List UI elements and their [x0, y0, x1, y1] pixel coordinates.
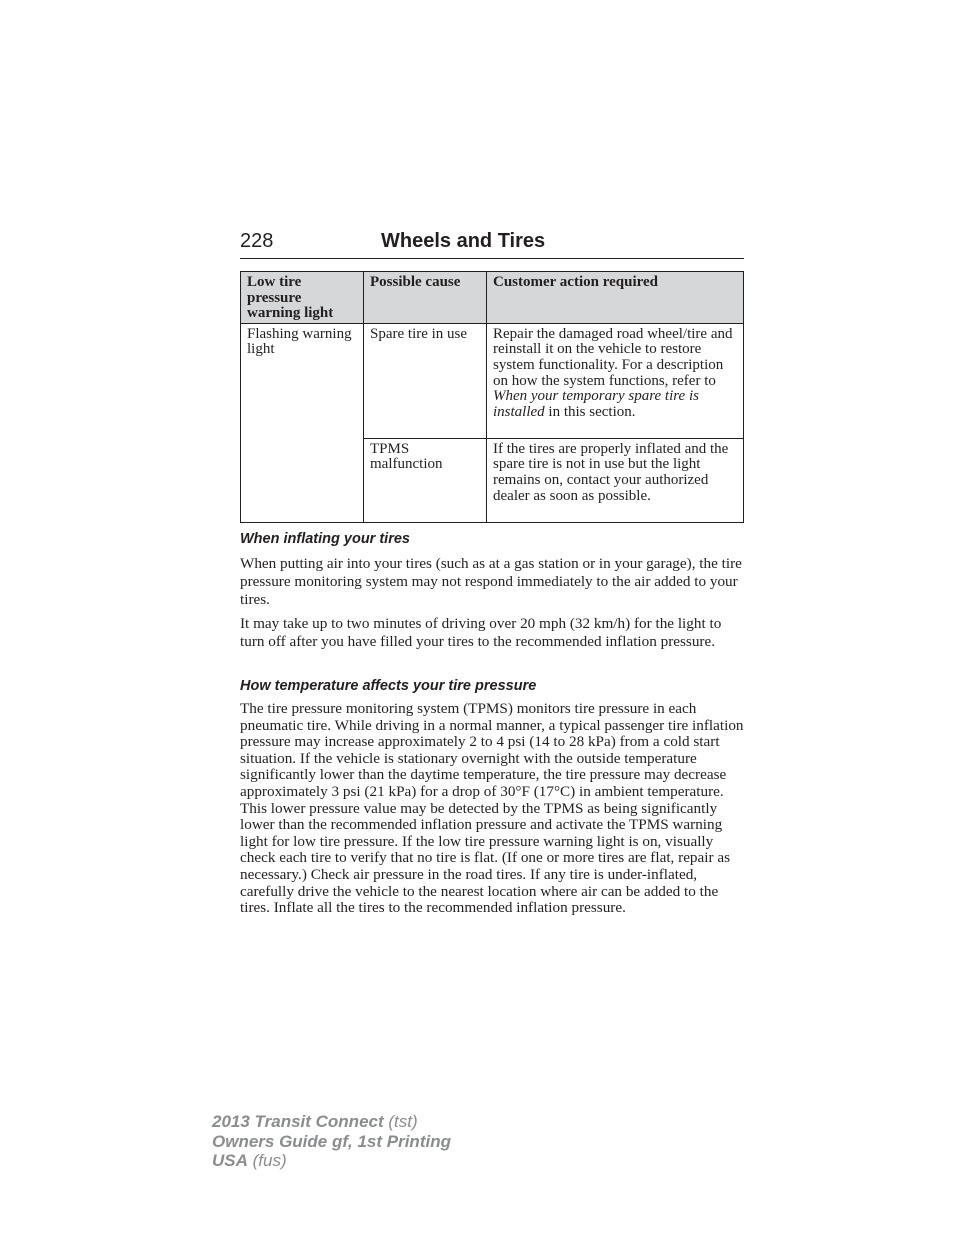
cross-reference: When your temporary spare tire is installed	[493, 388, 699, 420]
document-footer	[212, 1112, 451, 1171]
footer-guide: Owners Guide gf, 1st Printing	[212, 1131, 451, 1151]
footer-market: USA	[212, 1151, 248, 1170]
header-customer-action: Customer action required	[487, 272, 744, 324]
cell-cause: Spare tire in use	[364, 323, 487, 438]
heading-temperature: How temperature affects your tire pressure	[240, 678, 537, 694]
cell-action: If the tires are properly inflated and the spare tire is not in use but the light remains on, contact your authorized dealer as soon as possible.	[487, 438, 744, 522]
page-header	[240, 228, 744, 259]
action-text: Repair the damaged road wheel/tire and reinstall it on the vehicle to restore system functionality. For a description on how the system functions, refer to	[493, 325, 733, 389]
table-header-row	[241, 272, 744, 324]
cell-action	[487, 323, 744, 438]
header-possible-cause: Possible cause	[364, 272, 487, 324]
cell-warning-light: Flashing warning light	[241, 323, 364, 522]
cell-cause: TPMS malfunction	[364, 438, 487, 522]
footer-market-code: (fus)	[247, 1151, 287, 1170]
action-text-end: in this section.	[544, 403, 636, 420]
paragraph-temperature: The tire pressure monitoring system (TPMS) monitors tire pressure in each pneumatic tire. While driving in a normal manner, a typical passenger tire inflation pressure may increase approximately 2 to 4 psi (14 to 28 kPa) from a cold start situation. If the vehicle is stationary overnight with the outside temperature significantly lower than the daytime temperature, the tire pressure may decrease approximately 3 psi (21 kPa) for a drop of 30°F (17°C) in ambient temperature. This lower pressure value may be detected by the TPMS as being significantly lower than the recommended inflation pressure and activate the TPMS warning light for low tire pressure. If the low tire pressure warning light is on, visually check each tire to verify that no tire is flat. (If one or more tires are flat, repair as necessary.) Check air pressure in the road tires. If any tire is under-inflated, carefully drive the vehicle to the nearest location where air can be added to the tires. Inflate all the tires to the recommended inflation pressure.	[240, 700, 744, 917]
paragraph-inflating-2: It may take up to two minutes of driving over 20 mph (32 km/h) for the light to turn off after you have filled your tires to the recommended inflation pressure.	[240, 615, 722, 650]
paragraph-inflating-1: When putting air into your tires (such as at a gas station or in your garage), the tire pressure monitoring system may not respond immediately to the air added to your tires.	[240, 555, 742, 608]
heading-inflating: When inflating your tires	[240, 531, 410, 547]
footer-model: 2013 Transit Connect	[212, 1112, 384, 1131]
header-warning-light: Low tire pressure warning light	[241, 272, 364, 324]
table-row	[241, 323, 744, 438]
section-title: Wheels and Tires	[381, 230, 546, 252]
footer-model-code: (tst)	[383, 1112, 418, 1131]
tpms-warning-table	[240, 271, 744, 523]
page-number: 228	[240, 230, 274, 252]
